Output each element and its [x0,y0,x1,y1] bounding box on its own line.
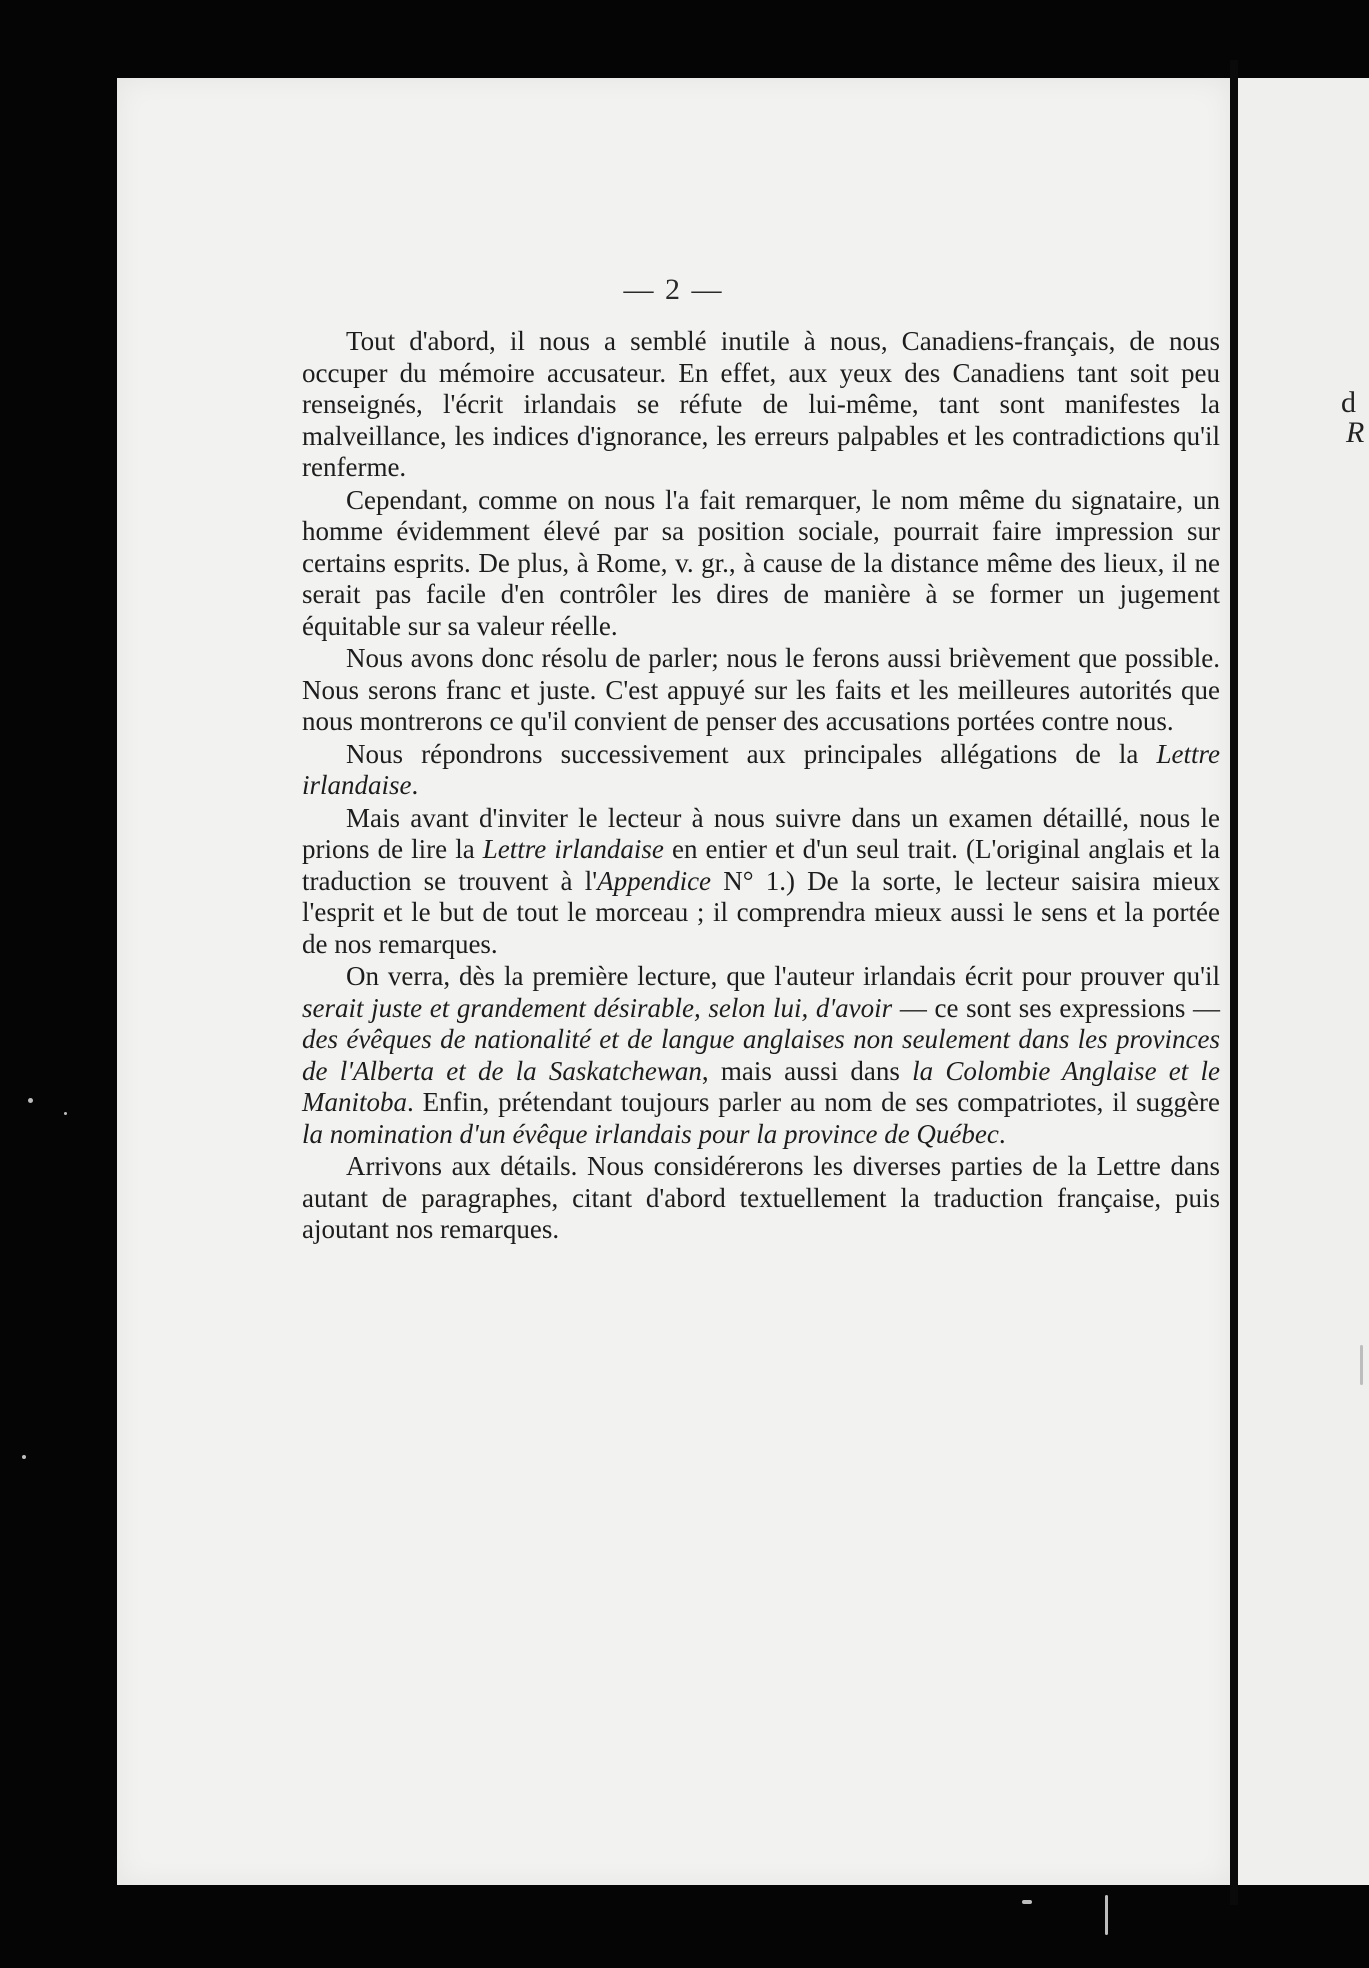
paragraph [302,739,1220,802]
text-run: On verra, dès la première lecture, que l'auteur irlandais écrit pour prouver qu'il [346,961,1220,991]
text-run: — ce sont ses expressions — [892,992,1220,1023]
scan-speck [28,1098,33,1103]
italic-text: Lettre irlandaise [302,738,1220,800]
italic-text: des évêques de nationalité et de langue anglaises non seulement dans les provinces de l'Alberta et de la Saskatchewan [302,1024,1220,1086]
text-run: Arrivons aux détails. Nous considérerons les diverses parties de la Lettre dans autant de paragraphes, citant d'abord textuellement la traduction française, puis ajoutant nos remarques. [302,1151,1220,1244]
scan-speck [1360,1345,1363,1385]
text-run: . Enfin, prétendant toujours parler au nom de ses compatriotes, il suggère [407,1087,1220,1117]
scan-speck [22,1455,26,1459]
page-gutter [1230,60,1238,1905]
next-page-fragment: d [1341,386,1356,419]
text-run: Cependant, comme on nous l'a fait remarquer, le nom même du signataire, un homme évidemment élevé par sa position sociale, pourrait faire impression sur certains esprits. De plus, à Rome, v. gr., à cause de la distance même des lieux, il ne serait pas facile d'en contrôler les dires de manière à se former un jugement équitable sur sa valeur réelle. [302,484,1220,641]
scan-speck [64,1112,67,1115]
paragraph [302,485,1220,643]
next-page-fragment: R [1346,416,1365,449]
text-run: Tout d'abord, il nous a semblé inutile à nous, Canadiens-français, de nous occuper du mémoire accusateur. En effet, aux yeux des Canadiens tant soit peu renseignés, l'écrit irlandais se réfute de lui-même, tant sont manifestes la malveillance, les indices d'ignorance, les erreurs palpables et les contradictions qu'il renferme. [302,326,1220,482]
text-run: N° 1.) De la sorte, le lecteur saisira mieux l'esprit et le but de tout le morceau ; il comprendra mieux aussi le sens et la portée de nos remarques. [302,865,1220,959]
text-run: . [411,770,419,800]
scan-speck [1022,1900,1032,1904]
italic-text: la nomination d'un évêque irlandais pour la province de Québec [302,1118,999,1149]
paragraph [302,961,1220,1150]
italic-text: Appendice [597,865,712,896]
page-number: — 2 — [623,273,724,306]
paragraph [302,643,1220,738]
paragraph [302,803,1220,961]
text-run: . [998,1118,1006,1149]
document-page [117,78,1230,1885]
text-run: Mais avant d'inviter le lecteur à nous suivre dans un examen détaillé, nous le prions de lire la [302,802,1220,864]
body-text [302,326,1220,1246]
text-run: Nous répondrons successivement aux principales allégations de la [346,738,1157,769]
paragraph [302,1151,1220,1246]
text-run: Nous avons donc résolu de parler; nous le ferons aussi brièvement que possible. Nous serons franc et juste. C'est appuyé sur les faits et les meilleures autorités que nous montrerons ce qu'il convient de penser des accusations portées contre nous. [302,643,1220,736]
text-run: en entier et d'un seul trait. (L'original anglais et la traduction se trouvent à l' [302,834,1221,896]
italic-text: Lettre irlandaise [482,834,664,864]
scan-speck [1105,1895,1108,1935]
next-page-edge [1238,78,1369,1885]
italic-text: serait juste et grandement désirable, selon lui, d'avoir [302,992,893,1023]
italic-text: la Colombie Anglaise et le Manitoba [302,1055,1220,1117]
paragraph [302,326,1220,484]
text-run: , mais aussi dans [701,1055,913,1086]
